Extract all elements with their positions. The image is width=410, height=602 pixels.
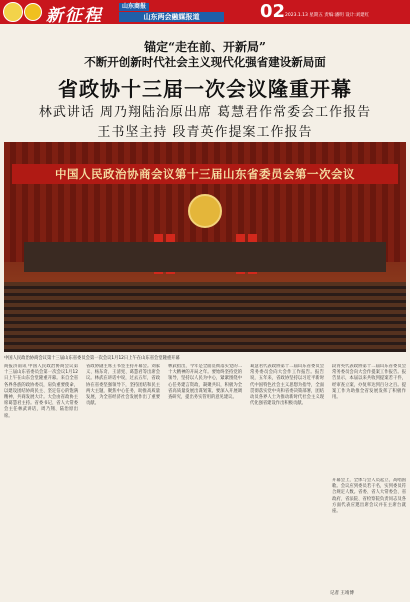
- kicker-line-1: 锚定“走在前、开新局”: [144, 40, 266, 54]
- article-body: [4, 364, 406, 594]
- section-label: 山东商报: [119, 3, 149, 11]
- page-number: 02: [260, 1, 286, 22]
- newspaper-logo-icon: [3, 2, 23, 22]
- article-column: 段青英代表政协第十二届山东省委员会常务委员会向大会作提案工作报告。报告显示，本届以来共收到提案若干件，经审查立案，办复率达到百分之百。提案工作为助推全省发展发挥了积极作用。: [332, 364, 406, 401]
- kicker-line-2: 不断开创新时代社会主义现代化强省建设新局面: [84, 55, 326, 69]
- photo-banner: 中国人民政治协商会议第十三届山东省委员会第一次会议: [12, 164, 398, 184]
- audience-seats: [4, 282, 406, 352]
- special-label: 山东两会融媒报道: [119, 12, 224, 22]
- masthead: [0, 0, 410, 24]
- article-column: 商报济南讯 中国人民政治协商会议第十三届山东省委员会第一次会议1月12日上午在山东会堂隆重开幕。来自全省各界各族的政协委员，肩负重要使命，以建设团结协商民主、坚定信心的饱满精神，共商发展大计。大会由省政协主席葛慧君主持。省委书记、省人大常委会主任林武讲话，周乃翔、陆治原出席。: [4, 364, 78, 419]
- meeting-photo: [4, 142, 406, 352]
- presidium-stage: [24, 242, 386, 272]
- brand-title: 新征程: [46, 6, 103, 26]
- photo-caption: 中国人民政治协商会议第十三届山东省委员会第一次会议1月12日上午在山东省会堂隆重开幕: [4, 356, 180, 361]
- dateline: 2023.1.13 星期五 责编:潘明 设计:刘建红: [285, 13, 370, 18]
- article-column: 林武指出，今年是全面贯彻落实党的二十大精神的开局之年。要始终坚持党的领导，坚持以人民为中心，紧紧围绕中心任务建言资政，凝聚共识，积极为全省高质量发展出谋划策。要深入开展调查研究，提出务实管用的意见建议。: [168, 364, 242, 401]
- subheadline-2: 王书坚主持 段青英作提案工作报告: [97, 125, 313, 140]
- emblem-icon: [24, 3, 42, 21]
- article-column: 开幕会上，全体与会人员起立，高唱国歌。会议应到委员若干名，实到委员符合规定人数。省委、省人大常委会、省政府、省法院、省检察院负责同志及各方面代表应邀出席会议并在主席台就座。: [332, 478, 406, 515]
- reporter-byline: 记者 王靖博: [330, 591, 354, 596]
- article-column: 葛慧君代表政协第十二届山东省委员会常务委员会向大会作工作报告。报告说，五年来，省政协坚持以习近平新时代中国特色社会主义思想为指导，全面贯彻落实党中央和省委决策部署，团结动员各界人士为推动新时代社会主义现代化强省建设作出积极贡献。: [250, 364, 324, 407]
- article-column: 省政协副主席王书坚主持开幕会。刘家义、杨东奇、王清宪、葛慧君等出席会议。林武在讲话中说，过去五年，省政协在省委坚强领导下，坚持团结和民主两大主题，聚焦中心任务，助推高质量发展，为全省经济社会发展作出了重要贡献。: [86, 364, 160, 407]
- cppcc-emblem-icon: [188, 194, 222, 228]
- headline: 省政协十三届一次会议隆重开幕: [58, 77, 352, 101]
- subheadline-1: 林武讲话 周乃翔陆治原出席 葛慧君作常委会工作报告: [38, 105, 372, 120]
